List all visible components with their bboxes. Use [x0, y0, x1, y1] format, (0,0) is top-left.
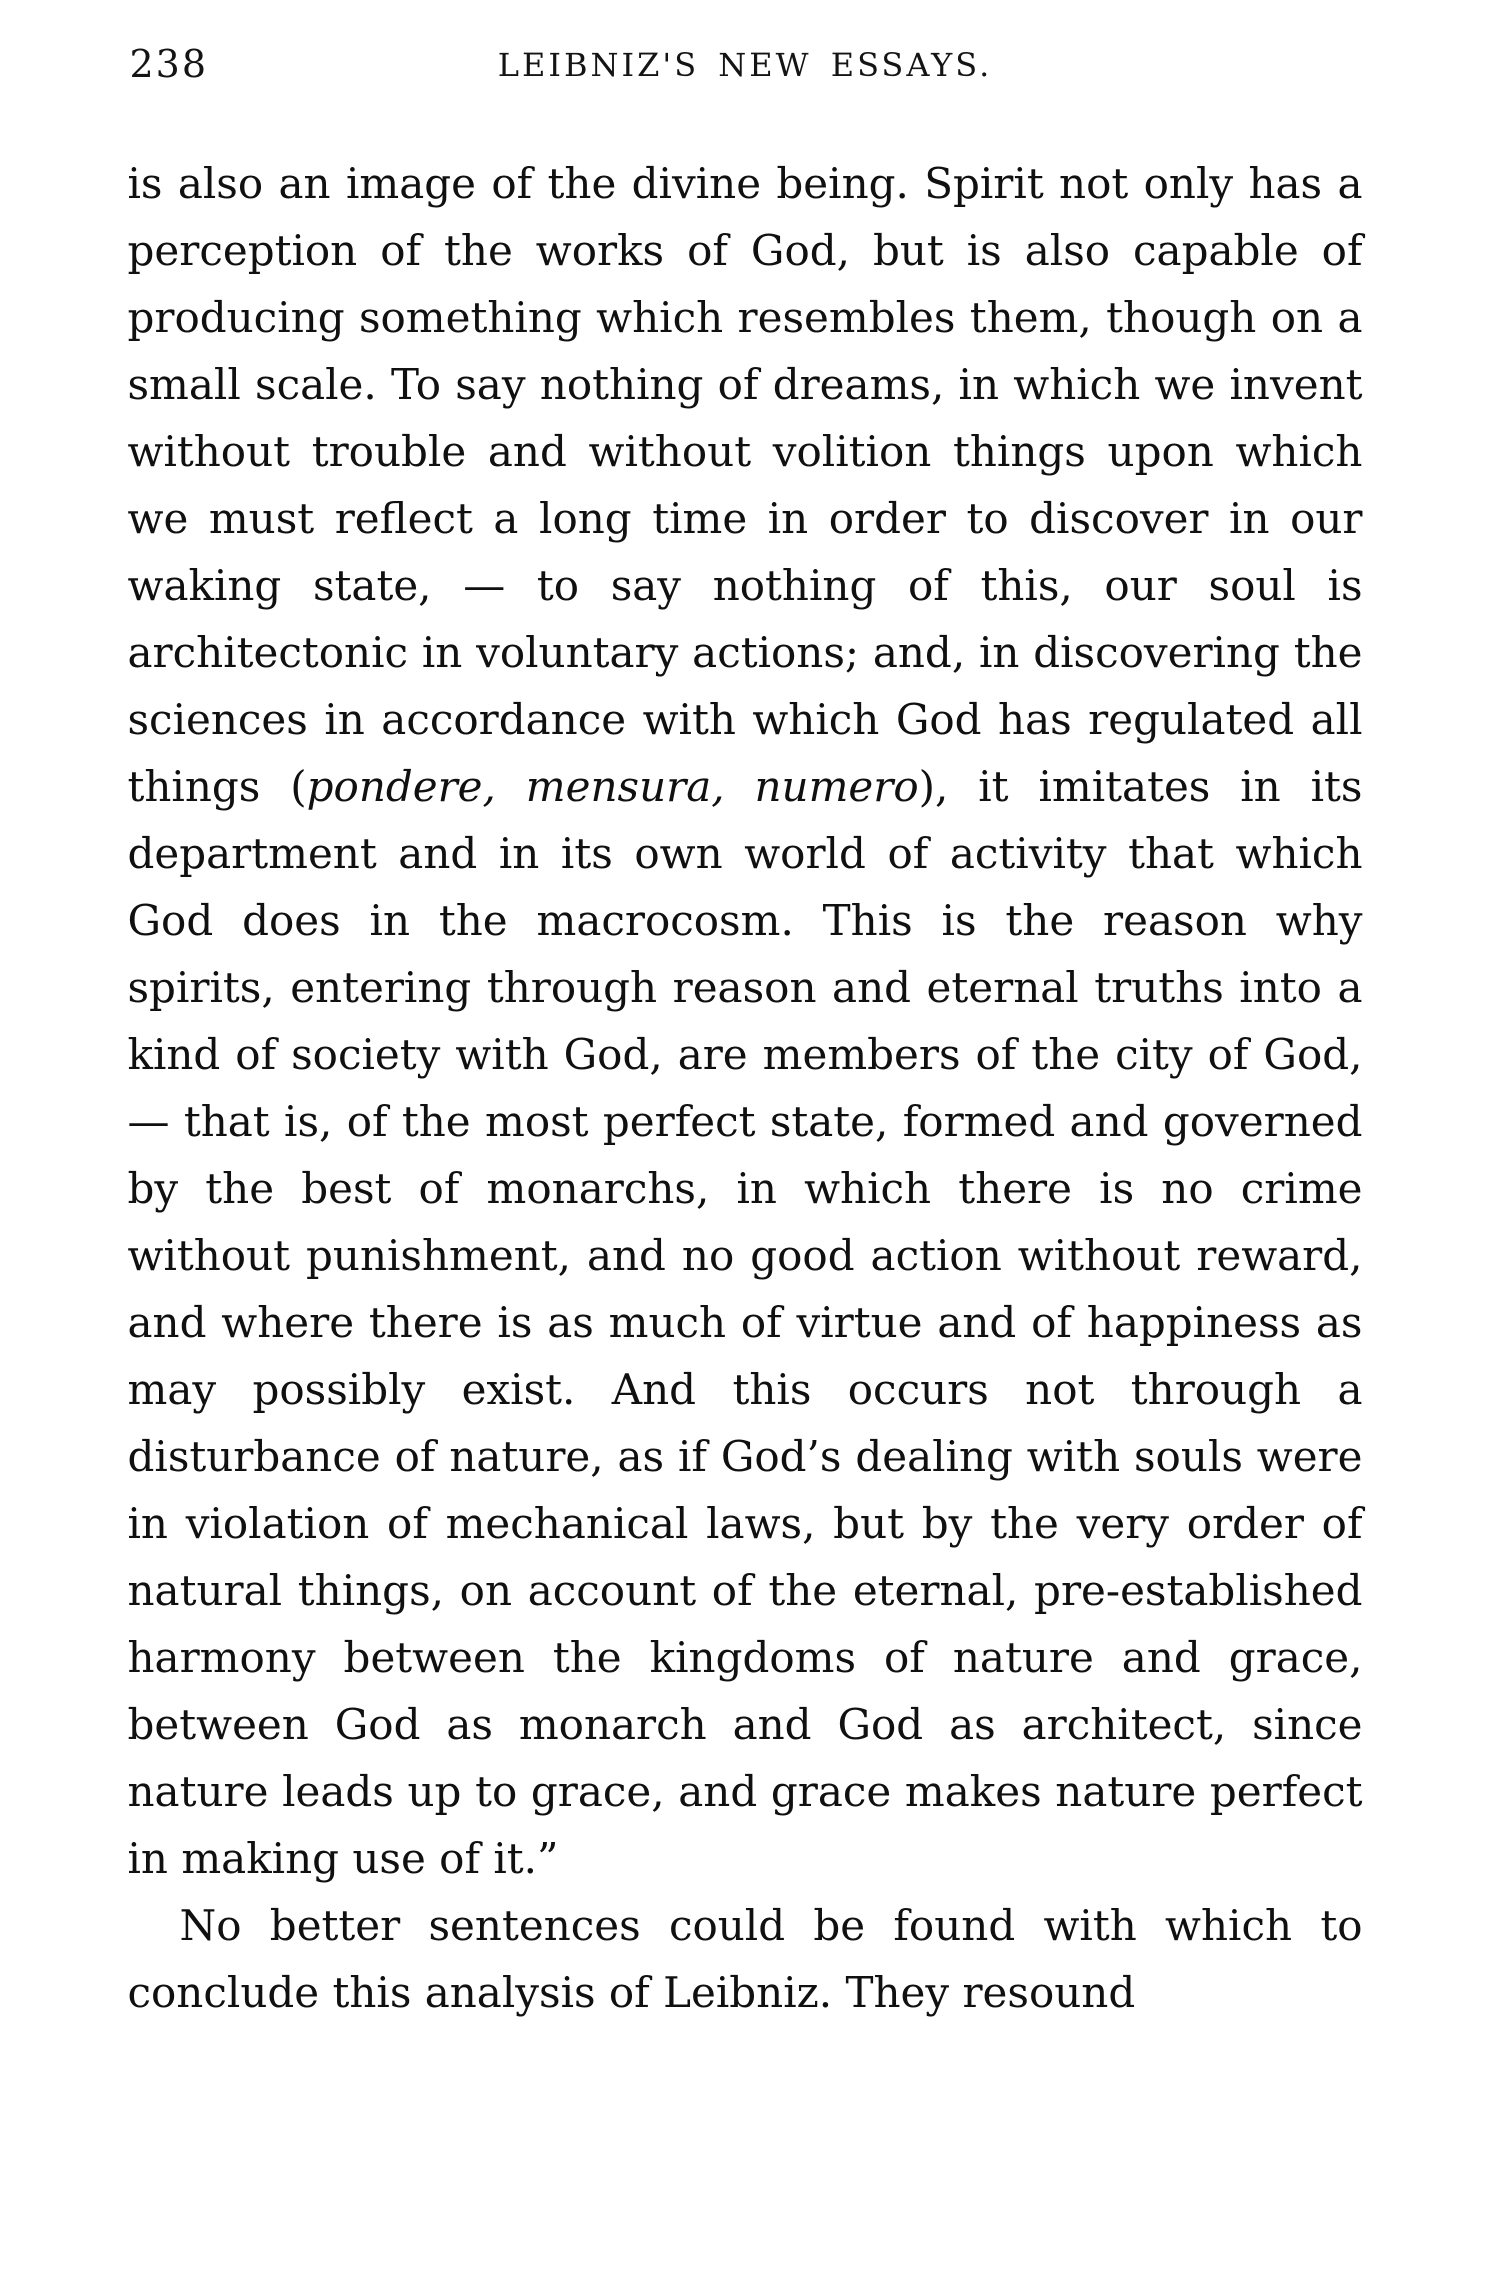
- page-content-area: [128, 0, 1363, 2026]
- running-title: LEIBNIZ'S NEW ESSAYS.: [497, 46, 993, 84]
- latin-phrase: pondere, mensura, numero: [306, 762, 919, 811]
- page-number: 238: [129, 42, 209, 86]
- page-body: [128, 150, 1363, 2026]
- page-header: [128, 42, 1363, 98]
- paragraph-2: No better sentences could be found with which to conclude this analysis of Leibniz. They resound: [127, 1901, 1363, 2017]
- paragraph-1: [128, 150, 1363, 1892]
- paragraph-1-text-continued: ), it imitates in its department and in its own world of activity that which God does in the macrocosm. This is the reason why spirits, entering through reason and eternal truths into a kind of society with God, are members of the city of God, — that is, of the most perfect state, formed and governed by the best of monarchs, in which there is no crime without punishment, and no good action without reward, and where there is as much of virtue and of happiness as may possibly exist. And this occurs not through a disturbance of nature, as if God’s dealing with souls were in violation of mechanical laws, but by the very order of natural things, on account of the eternal, pre-established harmony between the kingdoms of nature and grace, between God as monarch and God as architect, since nature leads up to grace, and grace makes nature perfect in making use of it.”: [127, 762, 1363, 1883]
- paragraph-1-text: is also an image of the divine being. Spirit not only has a perception of the works of God, but is also capable of producing something which resembles them, though on a small scale. To say nothing of dreams, in which we invent without trouble and without volition things upon which we must reflect a long time in order to discover in our waking state, — to say nothing of this, our soul is architectonic in voluntary actions; and, in discovering the sciences in accordance with which God has regulated all things (: [127, 159, 1363, 811]
